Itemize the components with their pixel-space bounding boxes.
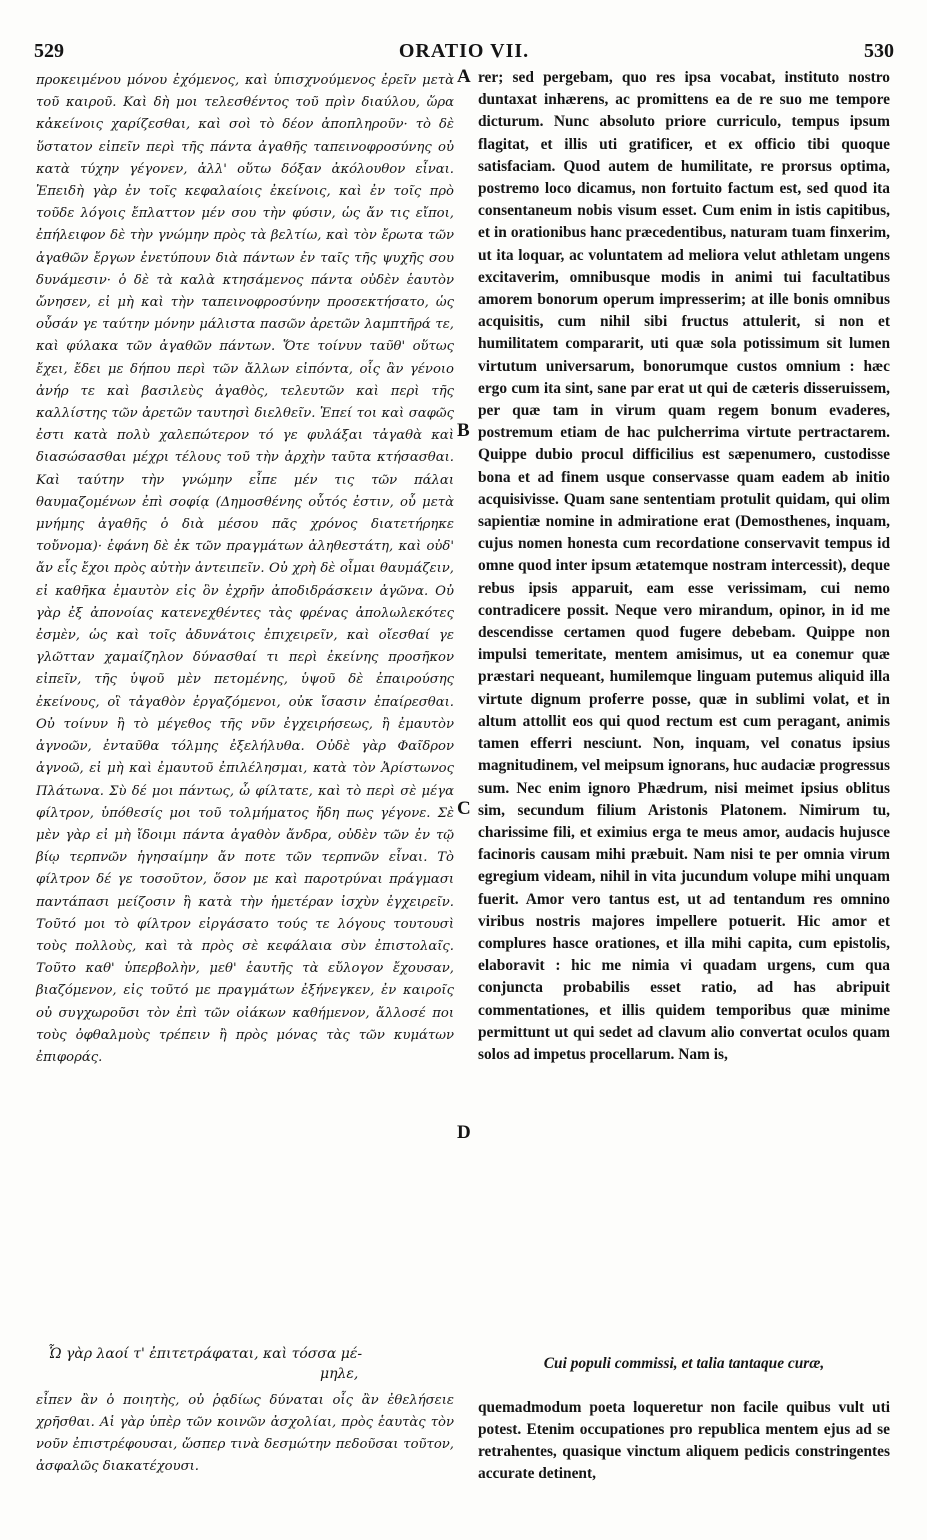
section-marker-a: A — [457, 66, 471, 87]
greek-body-text: προκειμένου μόνου ἐχόμενος, καὶ ὑπισχνούμενος ἐρεῖν μετὰ τοῦ καιροῦ. Καὶ δὴ μοι τελεσθέντος τοῦ πρὶν διαύλου, ὥρα κἀκείνοις χαρίζεσθαι, καὶ σοὶ τὸ δέον ἀποπληροῦν· τὸ δὲ ὕστατον εἰπεῖν περὶ τῆς πάντα ἀγαθῆς ταπεινοφροσύνης οὐ κατὰ τύχην γέγονεν, ἀλλ' οὕτω δόξαν ἀκόλουθον εἶναι. Ἐπειδὴ γὰρ ἐν τοῖς κεφαλαίοις ἐκείνοις, καὶ ἐν τοῖς πρὸ τοῦδε λόγοις ἔπλαττον μέν σου τὴν φύσιν, ὡς ἄν τις εἴποι, ἐπήλειφον δὲ τὴν γνώμην πρὸς τὰ βελτίω, καὶ τὸν ἔρωτα τῶν ἀγαθῶν ἔργων ἐνετύπουν διὰ πάντων ἐν ταῖς τῆς ψυχῆς σου δυνάμεσιν· ὁ δὲ τὰ καλὰ κτησάμενος πάντα οὐδὲν ἑαυτὸν ὤνησεν, εἰ μὴ καὶ τὴν ταπεινοφροσύνην προσεκτήσατο, ὡς οὖσάν γε ταύτην μόνην μάλιστα πασῶν ἀρετῶν λαμπτῆρά τε, καὶ φύλακα τῶν ἀγαθῶν πάντων. Ὅτε τοίνυν ταῦθ' οὕτως ἔχει, ἔδει με δήπου περὶ τῶν ἄλλων εἰπόντα, οἷς ἂν γένοιο ἀνήρ τε καὶ βασιλεὺς ἀγαθὸς, τελευτῶν καὶ περὶ τῆς καλλίστης τῶν ἀρετῶν ταυτησὶ διελθεῖν. Ἐπεί τοι καὶ σαφῶς ἐστι κατὰ πολὺ χαλεπώτερον τό γε φυλάξαι τἀγαθὰ καὶ διασώσασθαι μέχρι τέλους τοῦ τὴν ἀρχὴν ταῦτα κτήσασθαι. Καὶ ταύτην τὴν γνώμην εἶπε μέν τις τῶν πάλαι θαυμαζομένων ἐπὶ σοφίᾳ (Δημοσθένης οὗτός ἐστιν, οὗ μετὰ μνήμης ἀγαθῆς ὁ διὰ μέσου πᾶς χρόνος διατετήρηκε τοὔνομα)· ἐφάνη δὲ ἐκ τῶν πραγμάτων ἀληθεστάτη, καὶ οὐδ' ἄν εἷς ἔχοι πρὸς αὐτὴν ἀντειπεῖν. Οὐ χρὴ δὲ οἶμαι θαυμάζειν, εἰ καθῆκα ἐμαυτὸν εἰς ὃν ἐχρῆν ἀποδιδράσκειν ἀγῶνα. Οὐ γὰρ ἐξ ἀπονοίας κατενεχθέντες τὰς φρένας ἀπολωλεκότες ἐσμὲν, ὡς καὶ τοῖς ἀδυνάτοις ἐπιχειρεῖν, καὶ οἴεσθαί γε γλῶτταν χαμαίζηλον δύνασθαί τι περὶ ἐκείνης προσῆκον εἰπεῖν, τῆς ὑψοῦ μὲν πετομένης, ὑψοῦ δὲ ἐπαιρούσης ἐκείνους, οἳ τἀγαθὸν ἐργαζόμενοι, οὐκ ἴσασιν ἐπαίρεσθαι. Οὐ τοίνυν ἢ τὸ μέγεθος τῆς νῦν ἐγχειρήσεως, ἢ ἐμαυτὸν ἀγνοῶν, ἐνταῦθα τόλμης ἐξελήλυθα. Οὐδὲ γὰρ Φαῖδρον ἀγνοῶ, εἰ μὴ καὶ ἐμαυτοῦ ἐπιλέλησμαι, κατὰ τὸν Ἀρίστωνος Πλάτωνα. Σὺ δέ μοι πάντως, ὦ φίλτατε, καὶ τὸ περὶ σὲ μέγα φίλτρον, ὑπόθεσίς μοι τοῦ τολμήματος ἤδη πως γέγονε. Σὲ μὲν γὰρ εἰ μὴ ἴδοιμι πάντα ἀγαθὸν ἄνδρα, οὐδὲν τῶν ἐν τῷ βίῳ τερπνῶν ἡγησαίμην ἄν ποτε τῶν τερπνῶν εἶναι. Τὸ φίλτρον δέ γε τοσοῦτον, ὅσον με καὶ παροτρύναι πράγμασι παντάπασι μείζοσιν ἢ κατὰ τὴν ἡμετέραν ἰσχὺν ἐγχειρεῖν. Τοῦτό μοι τὸ φίλτρον εἰργάσατο τούς τε λόγους τουτουσὶ τοὺς πολλοὺς, καὶ τὰ πρὸς σὲ κεφάλαια σὺν ἐπιστολαῖς. Τοῦτο καθ' ὑπερβολὴν, μεθ' ἑαυτῆς τὰ εὔλογον ἔχουσαν, βιαζόμενον, εἰς τοῦτό με πραγμάτων ἐξήνεγκεν, ἐν καιροῖς οὐ συγχωροῦσι τὸν ἐπὶ τῶν οἰάκων καθήμενον, ἄλλοσέ ποι τοὺς ὀφθαλμοὺς τρέπειν ἢ πρὸς μόνας τὰς τῶν κυμάτων ἐπιφοράς. — [36, 73, 454, 1065]
greek-after-quote — [36, 1390, 454, 1478]
section-marker-c: C — [457, 798, 471, 819]
greek-verse-line-1: Ὧ γὰρ λαοί τ' ἐπιτετράφαται, καὶ τόσσα μέ- — [48, 1346, 363, 1362]
greek-verse-quote — [48, 1344, 452, 1384]
latin-after-quote-text: quemadmodum poeta loqueretur non facile quibus vult uti potest. Etenim occupationes pro republica mentem ejus ad se retrahentes, quasique vinctum aliquem pedicis constringentes accurate detinent, — [478, 1399, 890, 1482]
page-header — [34, 40, 894, 64]
greek-column — [36, 70, 454, 1069]
section-marker-b: B — [457, 420, 470, 441]
latin-body-text: rer; sed pergebam, quo res ipsa vocabat, instituto nostro duntaxat inhærens, ac promittens ea de re suo me tempore dicturum. Nunc absoluto priore curriculo, tempus ipsum flagitat, et illis uti gratificer, et ex officio tibi quoque satisfaciam. Quod autem de humilitate, re prorsus optima, postremo loco dicamus, non fortuito factum est, sed quod ita consentaneum nobis visum esset. Cum enim in istis capitibus, et in orationibus hanc præcedentibus, naturam tuam finxerim, ut ita loquar, ac voluntatem ad meliora velut athletam ungens excitaverim, omnibusque modis in animi tui facultatibus amorem bonorum operum impresserim; at ille bonis omnibus acquisitis, cum nihil sibi fructus attulerit, si non et humilitatem compararit, uti quæ sola potissimum sit lumen virtutum universarum, bonorumque custos omnium : hæc ergo cum ita sint, sane par erat ut qui de cæteris disseruissem, per quæ tam in virum quam regem bonum evaderes, postremum etiam de hac pulcherrima virtute pertractarem. Quippe dubio procul difficilius est sæpenumero, custodisse bona et ad finem usque conservasse quam eadem ab initio acquisivisse. Quam sane sententiam protulit quidam, qui olim sapientiæ nomine in admiratione erat (Demosthenes, inquam, cujus nomen honesta cum recordatione conservavit tempus id omne quod inter ipsum ætatemque nostram intercessit), deque rebus ipsis apparuit, eam esse verissimam, cui nemo contradicere possit. Neque vero mirandum, opinor, in id me descendisse certamen quod fugere debebam. Quippe non impulsi temeritate, mentem amisimus, ut ea conemur quæ præstari nequeant, humilemque linguam putemus aliquid illa virtute dignum proferre posse, quæ in sublimi volat, et in altum attollit eos qui quod rectum est cum peragant, animis tamen efferri nesciunt. Non, inquam, vel conatus ipsius magnitudinem, vel meipsum ignorans, huc audaciæ progressus sum. Nec enim ignoro Phædrum, nisi meimet ipsius oblitus sim, secundum filium Aristonis Platonem. Nimirum tu, charissime fili, et eximius erga te meus amor, audacis hujusce facinoris causam mihi præbuit. Nam nisi te per omnia virum egregium videam, nihil in vita jucundum volupe mihi unquam fuerit. Amor vero tantus est, ut ad tentandum res omnino viribus nostris majores impellere potuerit. Hic amor et complures hasce orationes, et illa mihi capita, cum epistolis, elaboravit : hic me nimia vi quadam urgens, cum qua conjuncta probabilis esset ratio, ad has abripuit commentationes, et illis quidem temporibus quæ minime permittunt ut qui sedet ad clavum alio convertat oculos quam solos ad impetus procellarum. Nam is, — [478, 69, 890, 1063]
page-number-left: 529 — [34, 40, 64, 62]
latin-verse-quote: Cui populi commissi, et talia tantaque curæ, — [543, 1355, 825, 1372]
page-number-right: 530 — [864, 40, 894, 62]
latin-after-quote — [478, 1397, 890, 1485]
section-marker-d: D — [457, 1122, 471, 1143]
running-title: ORATIO VII. — [398, 40, 530, 62]
latin-column — [478, 67, 890, 1066]
greek-verse-line-2: μηλε, — [320, 1366, 359, 1382]
greek-after-quote-text: εἶπεν ἂν ὁ ποιητὴς, οὐ ῥᾳδίως δύναται οἷς ἂν ἐθελήσειε χρῆσθαι. Αἱ γὰρ ὑπὲρ τῶν κοινῶν ἀσχολίαι, πρὸς ἑαυτὰς τὸν νοῦν ἐπιστρέφουσαι, ὥσπερ τινὰ δεσμώτην πεδοῦσαι τοῦτον, ἀσφαλῶς διακατέχουσι. — [36, 1393, 454, 1474]
